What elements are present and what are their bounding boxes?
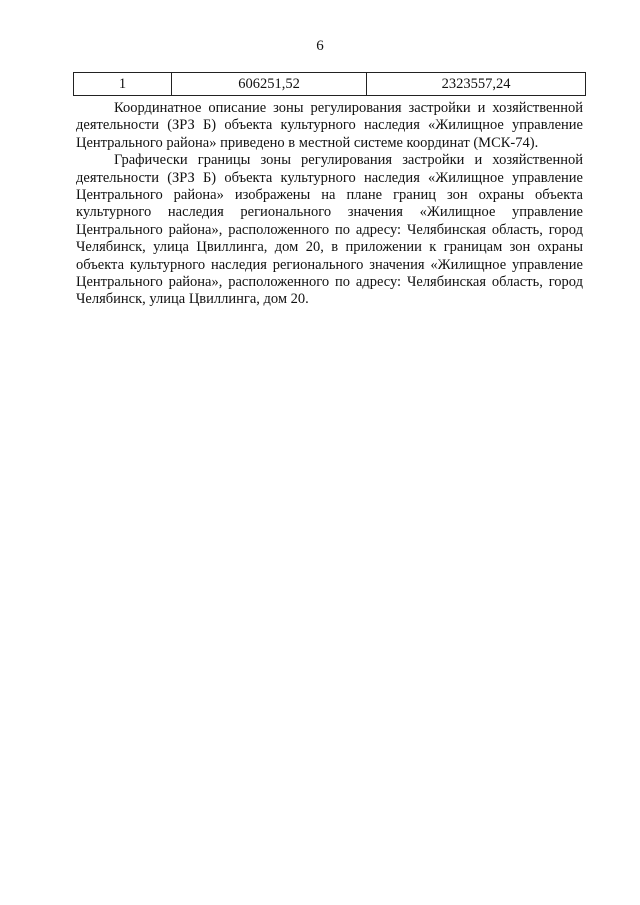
x-coordinate-cell: 606251,52 [172, 73, 367, 96]
document-body [76, 100, 583, 309]
page-number: 6 [316, 38, 324, 54]
paragraph-coordinate-description: Координатное описание зоны регулирования застройки и хозяйственной деятельности (ЗРЗ Б) объекта культурного наследия «Жилищное управление Центрального района» приведено в местной системе координат (МСК-74). [76, 100, 583, 151]
paragraph-graphic-boundaries: Графически границы зоны регулирования застройки и хозяйственной деятельности (ЗРЗ Б) объекта культурного наследия «Жилищное управление Центрального района» изображены на плане границ зон охраны объекта культурного наследия регионального значения «Жилищное управление Центрального района», расположенного по адресу: Челябинская область, город Челябинск, улица Цвиллинга, дом 20, в приложении к границам зон охраны объекта культурного наследия регионального значения «Жилищное управление Центрального района», расположенного по адресу: Челябинская область, город Челябинск, улица Цвиллинга, дом 20. [76, 152, 583, 308]
y-coordinate-cell: 2323557,24 [367, 73, 586, 96]
table-row [74, 73, 586, 96]
coordinates-table [73, 72, 586, 96]
point-number-cell: 1 [74, 73, 172, 96]
